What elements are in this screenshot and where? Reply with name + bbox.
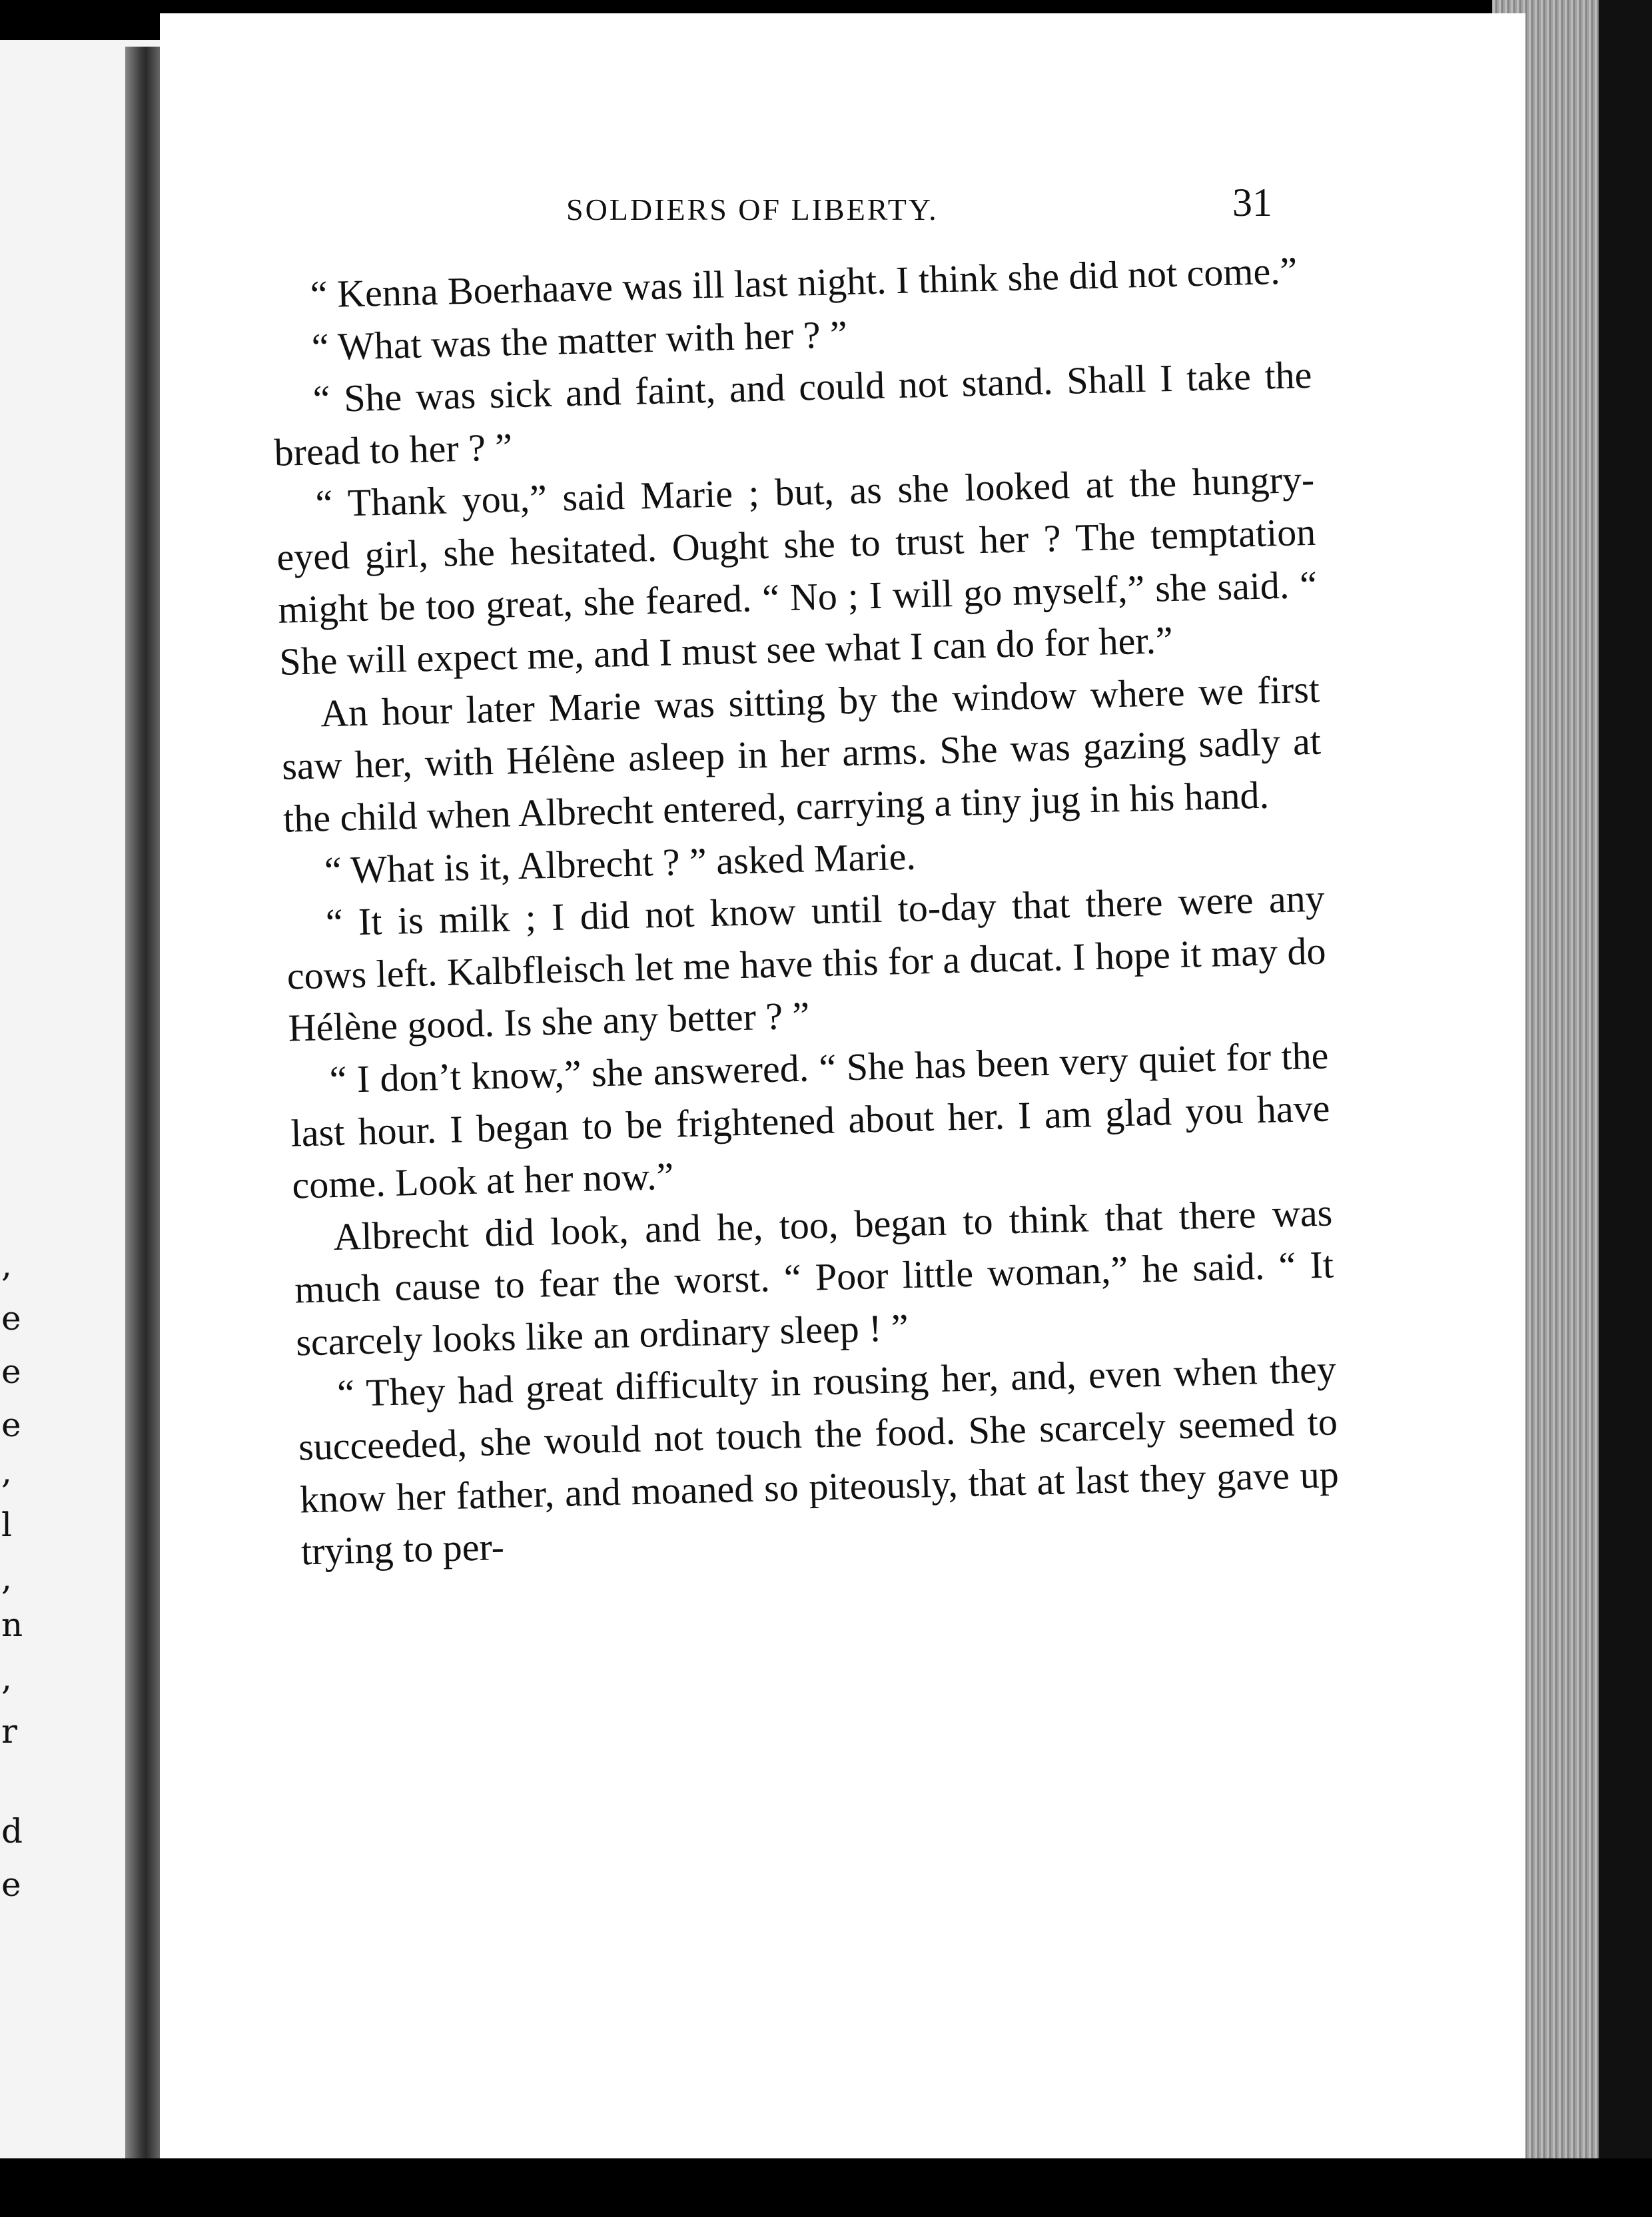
- paragraph: Albrecht did look, and he, too, began to think that there was much cause to fear the worst. “ Poor little woman,” he said. “ It scarcely looks like an ordinary sleep ! ”: [294, 1190, 1334, 1364]
- scan-border-bottom: [0, 2158, 1652, 2217]
- paragraph: “ She was sick and faint, and could not stand. Shall I take the bread to her ? ”: [273, 353, 1313, 474]
- facing-page-fragment: ,: [1, 1452, 12, 1491]
- facing-page-fragment: ,: [1, 1559, 12, 1597]
- paragraph: “ I don’t know,” she answered. “ She has been very quiet for the last hour. I began to be frightened about her. I am glad you have come. Look at her now.”: [290, 1033, 1330, 1207]
- paragraph: “ It is milk ; I did not know until to-day that there were any cows left. Kalbfleisch let me have this for a ducat. I hope it may do Hélène good. Is she any better ? ”: [286, 876, 1327, 1050]
- running-title: SOLDIERS OF LIBERTY.: [566, 193, 939, 226]
- facing-page-fragment: e: [1, 1406, 21, 1444]
- facing-page-fragment: ,: [1, 1659, 12, 1697]
- paragraph: “ Kenna Boerhaave was ill last night. I think she did not come.”: [310, 248, 1298, 316]
- paragraph: An hour later Marie was sitting by the window where we first saw her, with Hélène asleep in her arms. She was gazing sadly at the child when Albrecht entered, carrying a tiny jug in his hand.: [281, 667, 1322, 841]
- facing-page-fragment: d: [1, 1812, 23, 1851]
- facing-page-fragment: n: [1, 1605, 23, 1644]
- paragraph: “ They had great difficulty in rousing her, and, even when they succeeded, she would not touch the food. She scarcely seemed to know her father, and moaned so piteously, that at last they gave up trying to per-: [298, 1347, 1340, 1573]
- facing-page-fragment: e: [1, 1352, 21, 1391]
- paragraph: “ What was the matter with her ? ”: [311, 312, 848, 369]
- paragraph: “ Thank you,” said Marie ; but, as she looked at the hungry-eyed girl, she hesitated. Ought she to trust her ? The temptation might be too great, she feared. “ No ; I will go myself,” she said. “ She will expect me, and I must see what I can do for her.”: [276, 458, 1318, 683]
- body-text: [270, 244, 1341, 1578]
- facing-page-fragment: ,: [1, 1246, 12, 1284]
- facing-page-fragment: l: [1, 1506, 12, 1544]
- page-number: 31: [1232, 181, 1272, 224]
- facing-page-text-edge: [0, 0, 23, 2217]
- facing-page-fragment: e: [1, 1865, 21, 1904]
- scan-border-right: [1599, 0, 1652, 2217]
- facing-page-fragment: r: [1, 1712, 17, 1751]
- facing-page-fragment: e: [1, 1299, 21, 1338]
- paragraph: “ What is it, Albrecht ? ” asked Marie.: [324, 834, 917, 892]
- book-gutter: [125, 47, 160, 2158]
